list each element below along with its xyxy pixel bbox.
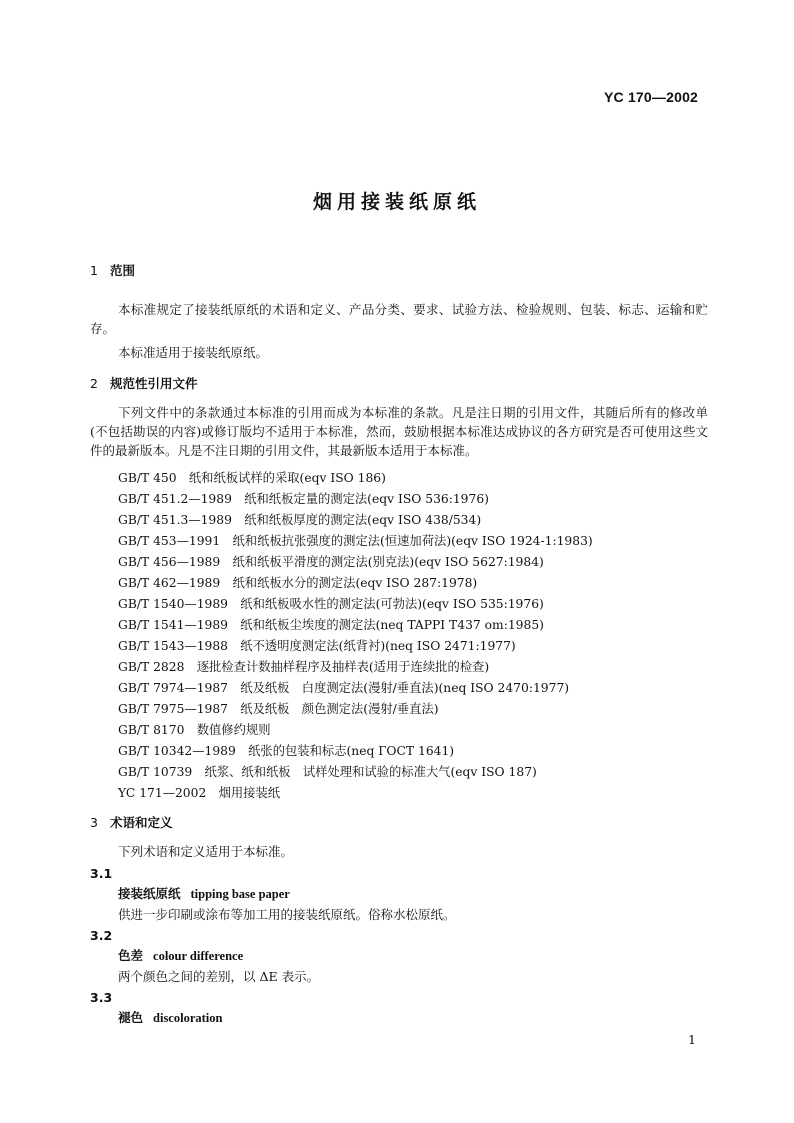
reference-item: GB/T 451.3—1989 纸和纸板厚度的测定法(eqv ISO 438/534) xyxy=(118,513,482,527)
term-3-3 xyxy=(118,1008,222,1026)
term-definition-3-2: 两个颜色之间的差别，以 ΔE 表示。 xyxy=(118,969,320,984)
term-zh: 褪色 xyxy=(118,1010,144,1025)
reference-item: GB/T 450 纸和纸板试样的采取(eqv ISO 186) xyxy=(118,471,386,485)
page-number: 1 xyxy=(688,1032,696,1047)
normative-intro: 下列文件中的条款通过本标准的引用而成为本标准的条款。凡是注日期的引用文件，其随后所有的修改单(不包括勘误的内容)或修订版均不适用于本标准，然而，鼓励根据本标准达成协议的各方研究是否可使用这些文件的最新版本。凡是不注日期的引用文件，其最新版本适用于本标准。 xyxy=(90,405,708,458)
term-number-3-3: 3.3 xyxy=(90,990,113,1005)
reference-item: YC 171—2002 烟用接装纸 xyxy=(118,786,281,800)
term-zh: 接装纸原纸 xyxy=(118,886,181,901)
section-heading-terms xyxy=(90,813,173,831)
reference-item: GB/T 2828 逐批检查计数抽样程序及抽样表(适用于连续批的检查) xyxy=(118,660,490,674)
section-heading-normative xyxy=(90,374,198,392)
reference-item: GB/T 1540—1989 纸和纸板吸水性的测定法(可勃法)(eqv ISO 535:1976) xyxy=(118,597,544,611)
terms-intro: 下列术语和定义适用于本标准。 xyxy=(118,844,294,859)
term-number-3-2: 3.2 xyxy=(90,928,113,943)
section-title: 术语和定义 xyxy=(110,815,173,830)
reference-item: GB/T 10739 纸浆、纸和纸板 试样处理和试验的标准大气(eqv ISO 187) xyxy=(118,765,537,779)
scope-paragraph-1: 本标准规定了接装纸原纸的术语和定义、产品分类、要求、试验方法、检验规则、包装、标志、运输和贮存。 xyxy=(90,302,708,336)
term-en: colour difference xyxy=(153,949,244,963)
term-en: tipping base paper xyxy=(190,887,290,901)
reference-item: GB/T 1541—1989 纸和纸板尘埃度的测定法(neq TAPPI T437 om:1985) xyxy=(118,618,544,632)
term-3-1 xyxy=(118,884,290,902)
reference-item: GB/T 7974—1987 纸及纸板 白度测定法(漫射/垂直法)(neq ISO 2470:1977) xyxy=(118,681,570,695)
reference-item: GB/T 453—1991 纸和纸板抗张强度的测定法(恒速加荷法)(eqv ISO 1924-1:1983) xyxy=(118,534,593,548)
term-en: discoloration xyxy=(153,1011,223,1025)
page-title: 烟用接装纸原纸 xyxy=(312,191,481,213)
reference-item: GB/T 10342—1989 纸张的包装和标志(neq ГОСТ 1641) xyxy=(118,744,455,758)
section-title: 规范性引用文件 xyxy=(110,376,198,391)
document-number: YC 170—2002 xyxy=(604,89,699,105)
section-number: 1 xyxy=(90,263,98,278)
section-number: 3 xyxy=(90,815,98,830)
reference-item: GB/T 1543—1988 纸不透明度测定法(纸背衬)(neq ISO 2471:1977) xyxy=(118,639,516,653)
section-number: 2 xyxy=(90,376,98,391)
term-definition-3-1: 供进一步印刷或涂布等加工用的接装纸原纸。俗称水松原纸。 xyxy=(118,907,456,922)
reference-item: GB/T 451.2—1989 纸和纸板定量的测定法(eqv ISO 536:1976) xyxy=(118,492,489,506)
term-zh: 色差 xyxy=(118,948,144,963)
reference-item: GB/T 456—1989 纸和纸板平滑度的测定法(别克法)(eqv ISO 5627:1984) xyxy=(118,555,544,569)
term-3-2 xyxy=(118,946,243,964)
term-number-3-1: 3.1 xyxy=(90,866,113,881)
reference-item: GB/T 8170 数值修约规则 xyxy=(118,723,271,737)
reference-item: GB/T 7975—1987 纸及纸板 颜色测定法(漫射/垂直法) xyxy=(118,702,439,716)
reference-item: GB/T 462—1989 纸和纸板水分的测定法(eqv ISO 287:1978) xyxy=(118,576,478,590)
section-heading-scope xyxy=(90,261,135,279)
section-title: 范围 xyxy=(110,263,136,278)
scope-paragraph-2: 本标准适用于接装纸原纸。 xyxy=(118,345,269,360)
